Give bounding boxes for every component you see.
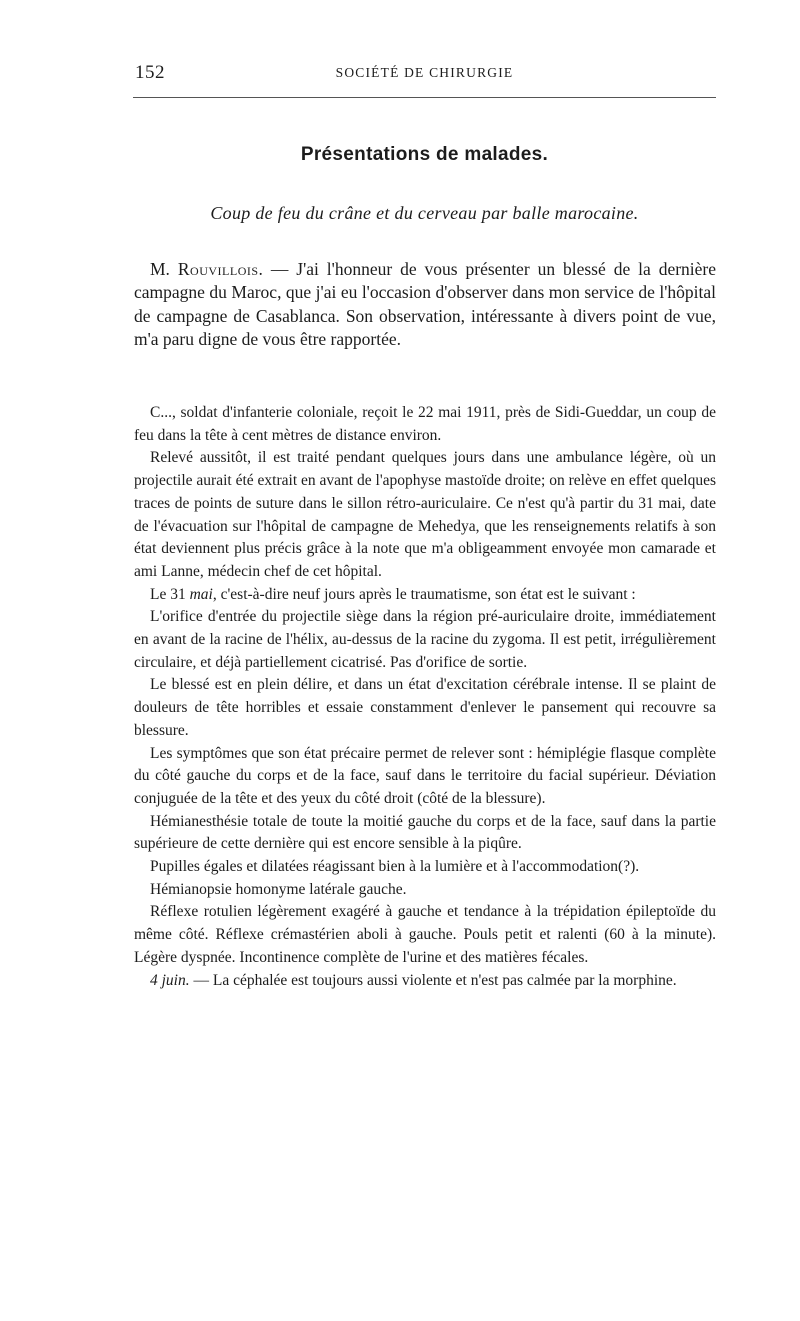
paragraph: Pupilles égales et dilatées réagissant bien à la lumière et à l'accommodation(?). <box>150 858 640 876</box>
page-number: 152 <box>135 62 165 83</box>
paragraph: C..., soldat d'infanterie coloniale, reçoit le 22 mai 1911, près de Sidi-Gueddar, un coup de feu dans la tête à cent mètres de distance environ. <box>134 404 716 444</box>
running-title: SOCIÉTÉ DE CHIRURGIE <box>335 65 514 80</box>
paragraph: Hémianopsie homonyme latérale gauche. <box>150 880 407 898</box>
speaker-prefix: M. <box>150 259 178 279</box>
paragraph: Le blessé est en plein délire, et dans un état d'excitation cérébrale intense. Il se plaint de douleurs de tête horribles et essaie constamment d'enlever le pansement qui recouvre sa blessure. <box>134 676 716 739</box>
paragraph: 4 juin. — La céphalée est toujours aussi violente et n'est pas calmée par la morphine. <box>150 971 677 989</box>
speaker-name: Rouvillois <box>177 259 259 279</box>
paragraph: Relevé aussitôt, il est traité pendant quelques jours dans une ambulance légère, où un projectile aurait été extrait en avant de l'apophyse mastoïde droite; on relève en effet quelques traces de points de suture dans le sillon rétro-auriculaire. Ce n'est qu'à partir du 31 mai, date de l'évacuation sur l'hôpital de campagne de Mehedya, que les renseignements relatifs à son état deviennent plus précis grâce à la note que m'a obligeamment envoyée mon camarade et ami Lanne, médecin chef de cet hôpital. <box>134 449 716 580</box>
header-rule <box>133 97 716 98</box>
date-mai: mai <box>189 585 213 603</box>
paragraph: Les symptômes que son état précaire permet de relever sont : hémiplégie flasque complète du côté gauche du corps et de la face, sauf dans le territoire du facial supérieur. Déviation conjuguée de la tête et des yeux du côté droit (côté de la blessure). <box>134 744 716 807</box>
case-title: Coup de feu du crâne et du cerveau par balle marocaine. <box>210 203 639 223</box>
running-head <box>133 62 716 84</box>
intro-text: J'ai l'honneur de vous présenter un blessé de la dernière campagne du Maroc, que j'ai eu l'occasion d'observer dans mon service de l'hôpital de campagne de Casablanca. Son observation, intéressante à divers point de vue, m'a paru digne de vous être rapportée. <box>134 259 717 349</box>
intro-paragraph <box>134 258 716 351</box>
paragraph: Hémianesthésie totale de toute la moitié gauche du corps et de la face, sauf dans la partie supérieure de cette dernière qui est encore sensible à la piqûre. <box>134 812 716 853</box>
paragraph: L'orifice d'entrée du projectile siège dans la région pré-auriculaire droite, immédiatement en avant de la racine de l'hélix, au-dessus de la racine du zygoma. Il est petit, irrégulièrement circulaire, et déjà partiellement cicatrisé. Pas d'orifice de sortie. <box>134 608 716 671</box>
case-report <box>134 402 716 992</box>
speaker-suffix: . — <box>258 259 297 279</box>
section-title: Présentations de malades. <box>300 144 549 165</box>
paragraph: Le 31 mai, c'est-à-dire neuf jours après le traumatisme, son état est le suivant : <box>150 585 636 603</box>
paragraph: Réflexe rotulien légèrement exagéré à gauche et tendance à la trépidation épileptoïde du même côté. Réflexe crémastérien aboli à gauche. Pouls petit et ralenti (60 à la minute). Légère dyspnée. Incontinence complète de l'urine et des matières fécales. <box>134 903 716 966</box>
date-juin: 4 juin. <box>150 971 190 989</box>
